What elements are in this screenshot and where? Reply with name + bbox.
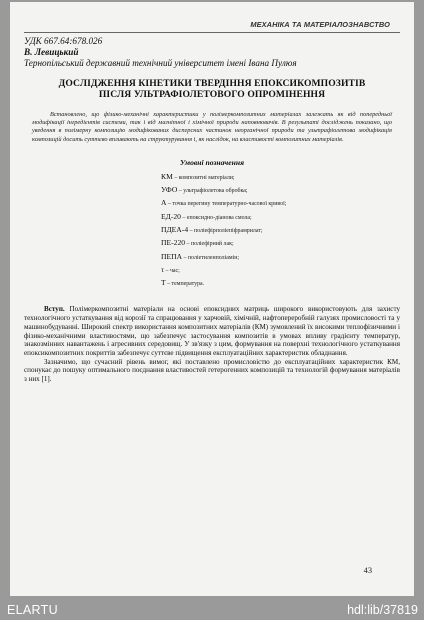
notation-def: – ультрафіолетова обробка;: [177, 188, 248, 195]
notation-def: – поліетиленполіамін;: [182, 254, 239, 261]
running-header: МЕХАНІКА ТА МАТЕРІАЛОЗНАВСТВО: [250, 20, 390, 29]
notation-abbr: КМ: [161, 171, 173, 181]
notation-abbr: Т: [161, 278, 166, 288]
notation-heading: Умовні позначення: [179, 157, 245, 167]
notation-item: [161, 236, 400, 249]
notation-def: – час;: [164, 267, 180, 274]
intro-paragraph-1: [24, 305, 400, 357]
repository-label: ELARTU: [7, 603, 58, 617]
intro-label: Вступ.: [44, 305, 65, 314]
notation-abbr: ПЕ-220: [161, 238, 186, 248]
notation-def: – температура.: [165, 281, 205, 288]
intro-paragraph-1-text: Полімеркомпозитні матеріали на основі епоксидних матриць широкого використовують для захисту технологічного устаткування від корозії та спрацювання у харчовій, хімічній, нафтопереробній галузях промисловості та у машинобудуванні. Широкий спектр використання композитних матеріалів (КМ) зумовлений їх високими теплофізичними і фізико-механічними властивостями, що забезпечує застосування композитів в умовах впливу градієнту температур, знакозмінних навантажень і агресивних середовищ. У зв'язку з цим, формування на поверхні технологічного устаткування епоксикомпозитних покриттів забезпечує суттєве підвищення експлуатаційних характеристик обладнання.: [24, 305, 400, 357]
notation-item: [161, 263, 400, 276]
article-title: [24, 78, 400, 100]
udk-code: УДК 667.64:678.026: [24, 36, 103, 46]
author-affiliation: Тернопільський державний технічний університет імені Івана Пулюя: [24, 58, 297, 68]
notation-item: [161, 250, 400, 263]
notation-def: – композитні матеріали;: [172, 174, 235, 181]
article-title-line-1: ДОСЛІДЖЕННЯ КІНЕТИКИ ТВЕРДІННЯ ЕПОКСИКОМПОЗИТІВ: [58, 78, 366, 89]
author-name: В. Левицький: [24, 47, 79, 57]
notation-abbr: ПДЕА-4: [161, 225, 189, 234]
notation-abbr: А: [161, 198, 167, 208]
notation-list: [161, 170, 400, 290]
intro-paragraph-2: Зазначимо, що сучасний рівень вимог, які поставлено промисловістю до експлуатаційних характеристик КМ, спонукає до пошуку оптимального поєднання властивостей гетерогенних композицій та технологій формування матеріалів з них [1].: [24, 357, 400, 384]
notation-item: [161, 276, 400, 289]
header-rule: [24, 32, 400, 33]
page-number: 43: [363, 566, 372, 575]
abstract: Встановлено, що фізико-механічні характеристики у полімеркомпозитних матеріалах залежать як від попередньої модифікації інгредієнтів системи, так і від магнітної і хімічної природи наповнювачів. В результаті досліджень показано, що уведення в полімерну композицію модифікованих дисперсних частинок неорганічної природи та ультрафіолетова модифікація композицій досить суттєво впливають на структурування і, як наслідок, на властивості композитних матеріалів.: [32, 111, 392, 143]
notation-def: – епоксидно-діанова смола;: [180, 214, 252, 221]
notation-abbr: τ: [161, 264, 165, 274]
handle-identifier: hdl:lib/37819: [347, 603, 418, 617]
notation-abbr: ПЕПА: [161, 251, 183, 261]
notation-item: [161, 196, 400, 209]
notation-def: – поліефірполіепіфрамрилат;: [188, 228, 263, 234]
notation-item: [161, 170, 400, 183]
notation-item: [161, 223, 400, 236]
notation-def: – точка перегину температурно-часової кривої;: [166, 201, 287, 208]
article-body: [24, 36, 400, 384]
notation-abbr: ЕД-20: [161, 211, 181, 221]
notation-abbr: УФО: [161, 185, 178, 195]
notation-item: [161, 183, 400, 196]
article-title-line-2: ПІСЛЯ УЛЬТРАФІОЛЕТОВОГО ОПРОМІНЕННЯ: [98, 89, 326, 100]
notation-item: [161, 210, 400, 223]
notation-def: – поліефірний лак;: [185, 241, 234, 248]
journal-page: [10, 2, 414, 596]
